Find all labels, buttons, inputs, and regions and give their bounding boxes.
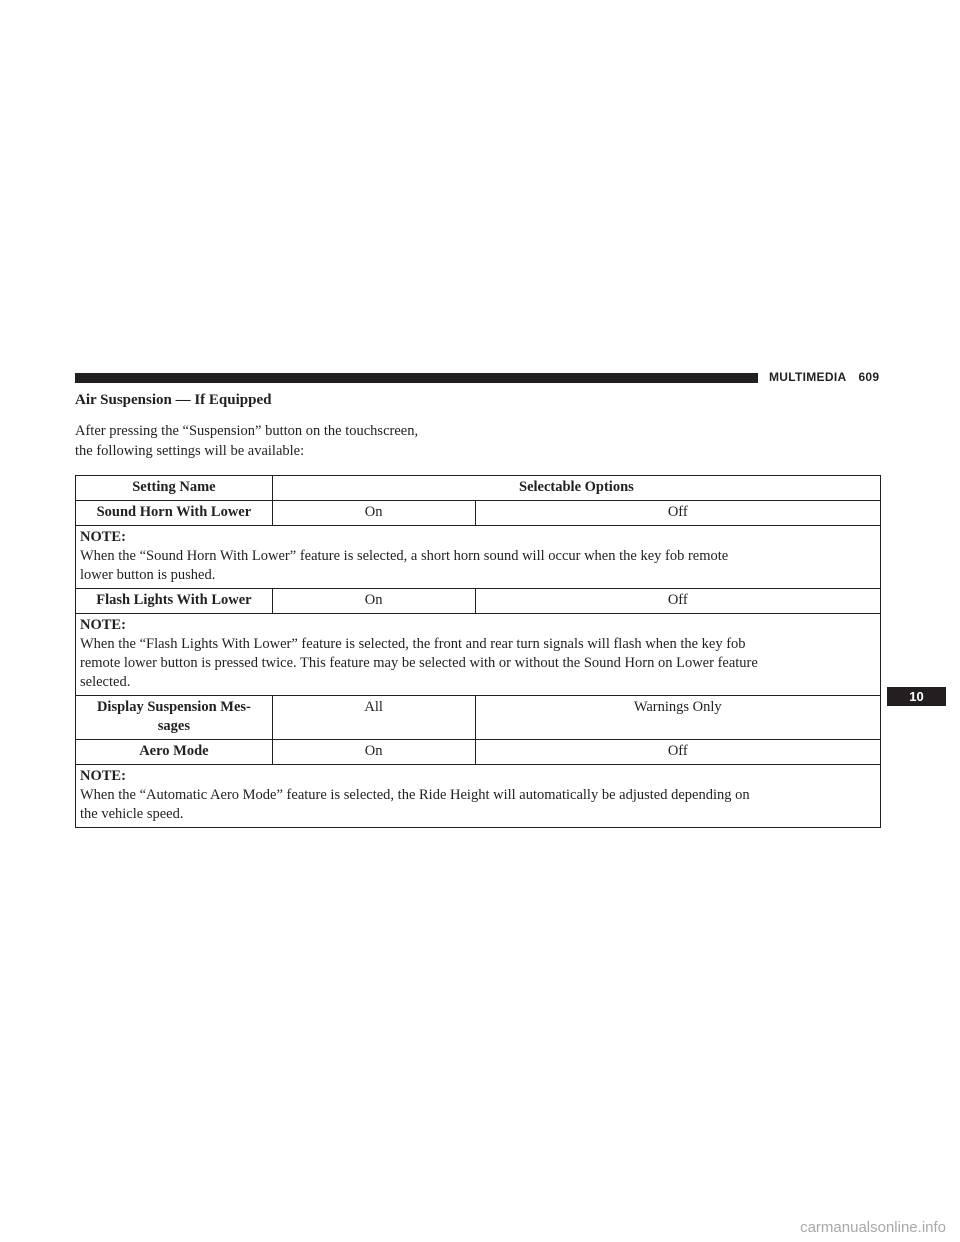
note-line: When the “Automatic Aero Mode” feature is selected, the Ride Height will automatically be adjusted depending on bbox=[80, 787, 750, 803]
header-selectable-options: Selectable Options bbox=[272, 476, 880, 501]
settings-table bbox=[75, 475, 881, 828]
setting-name-line: Display Suspension Mes- bbox=[96, 699, 251, 715]
note-cell bbox=[76, 526, 881, 589]
note-row bbox=[76, 526, 881, 589]
option-1: All bbox=[272, 696, 475, 740]
option-1: On bbox=[272, 501, 475, 526]
note-cell bbox=[76, 614, 881, 696]
setting-name-line: sages bbox=[157, 718, 191, 734]
note-label: NOTE: bbox=[80, 617, 126, 633]
intro-line: the following settings will be available: bbox=[75, 443, 305, 459]
table-row bbox=[76, 696, 881, 740]
option-2: Off bbox=[475, 740, 880, 765]
note-line: the vehicle speed. bbox=[80, 806, 184, 822]
note-label: NOTE: bbox=[80, 529, 126, 545]
setting-name bbox=[76, 696, 273, 740]
note-line: remote lower button is pressed twice. This feature may be selected with or without the Sound Horn on Lower feature bbox=[80, 655, 758, 671]
table-row bbox=[76, 740, 881, 765]
table-row bbox=[76, 501, 881, 526]
watermark: carmanualsonline.info bbox=[800, 1219, 946, 1236]
setting-name: Aero Mode bbox=[76, 740, 273, 765]
option-2: Warnings Only bbox=[475, 696, 880, 740]
note-line: When the “Sound Horn With Lower” feature is selected, a short horn sound will occur when the key fob remote bbox=[80, 548, 729, 564]
option-2: Off bbox=[475, 589, 880, 614]
intro-paragraph bbox=[75, 421, 495, 461]
page-number: 609 bbox=[858, 370, 880, 384]
note-line: When the “Flash Lights With Lower” feature is selected, the front and rear turn signals will flash when the key fob bbox=[80, 636, 746, 652]
note-line: lower button is pushed. bbox=[80, 567, 216, 583]
section-title: Air Suspension — If Equipped bbox=[75, 392, 272, 408]
header-rule bbox=[75, 373, 758, 383]
running-header bbox=[769, 370, 879, 384]
option-2: Off bbox=[475, 501, 880, 526]
header-setting-name: Setting Name bbox=[76, 476, 273, 501]
note-cell bbox=[76, 765, 881, 828]
chapter-tab: 10 bbox=[887, 687, 946, 706]
table-header-row bbox=[76, 476, 881, 501]
note-line: selected. bbox=[80, 674, 131, 690]
table-row bbox=[76, 589, 881, 614]
note-label: NOTE: bbox=[80, 768, 126, 784]
intro-line: After pressing the “Suspension” button on the touchscreen, bbox=[75, 423, 419, 439]
option-1: On bbox=[272, 740, 475, 765]
setting-name: Flash Lights With Lower bbox=[76, 589, 273, 614]
note-row bbox=[76, 765, 881, 828]
option-1: On bbox=[272, 589, 475, 614]
section-name: MULTIMEDIA bbox=[769, 370, 847, 384]
setting-name: Sound Horn With Lower bbox=[76, 501, 273, 526]
note-row bbox=[76, 614, 881, 696]
